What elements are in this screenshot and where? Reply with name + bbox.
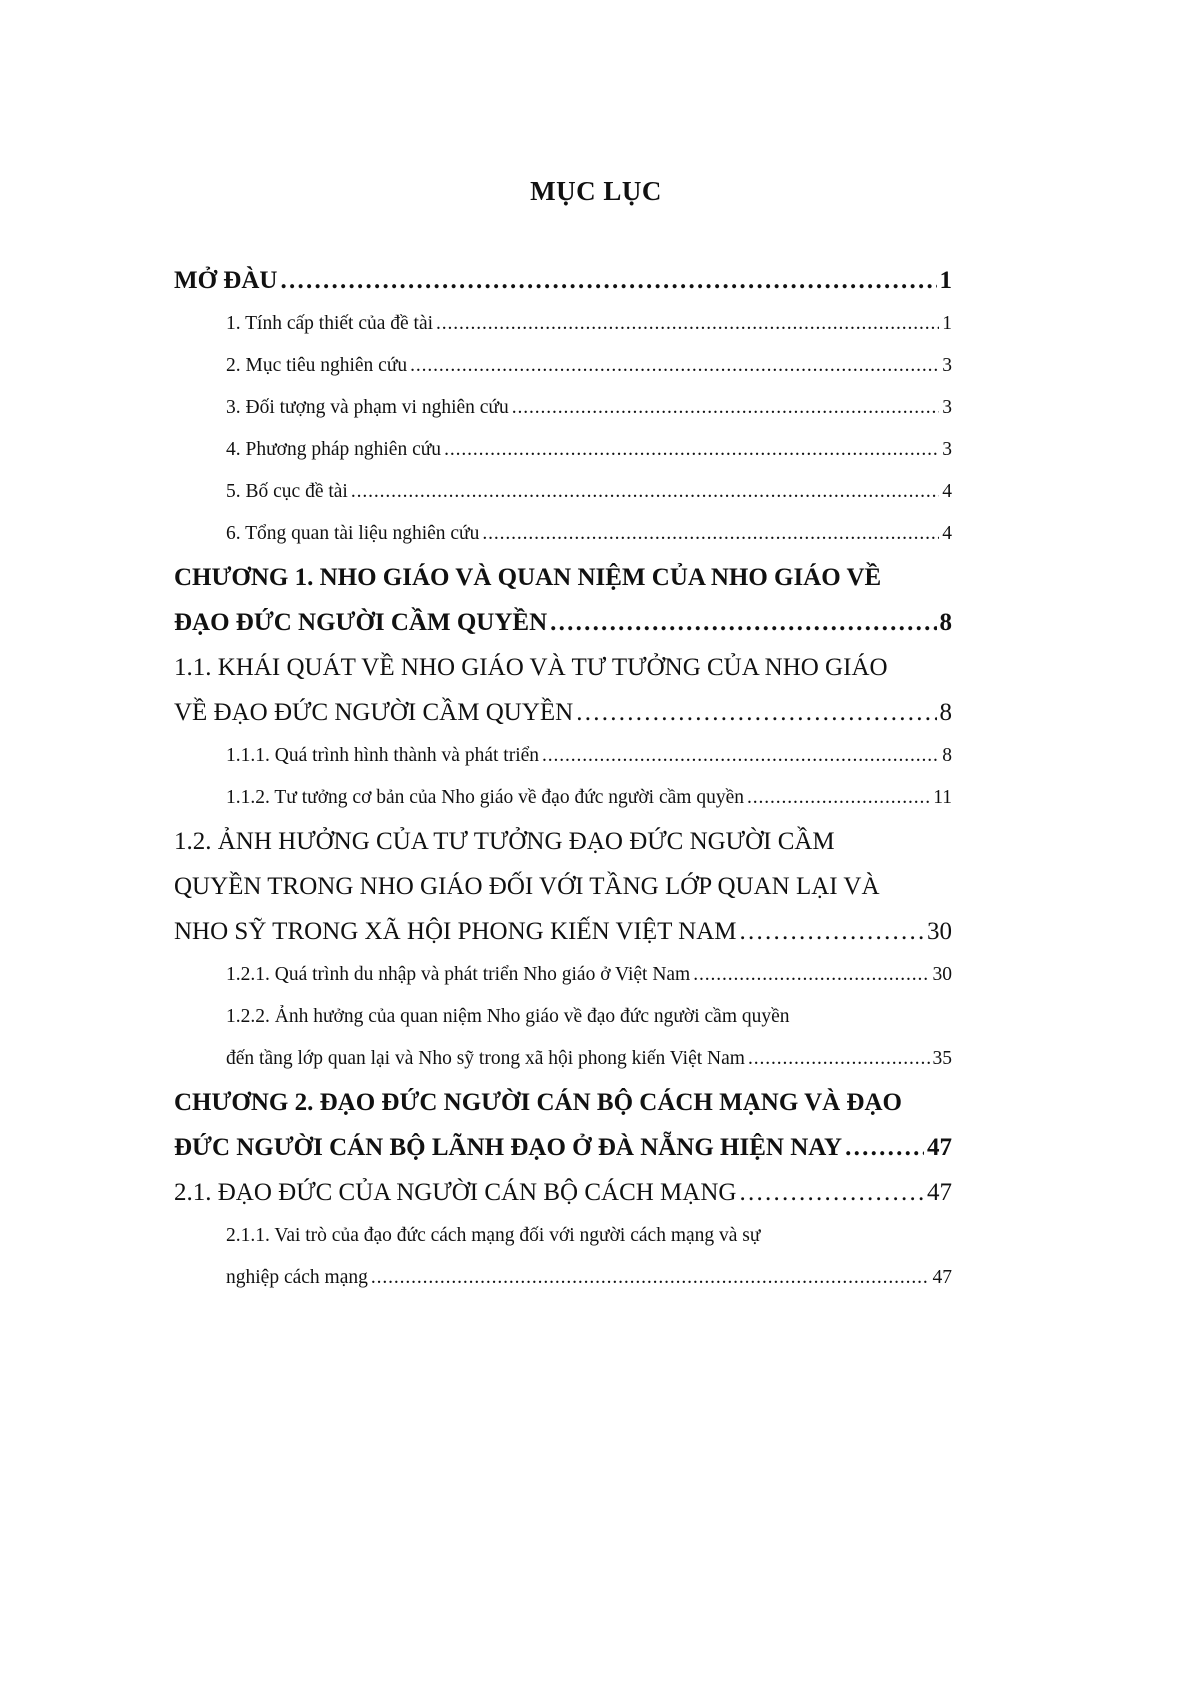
- toc-entry-intro-4[interactable]: [174, 429, 952, 471]
- toc-entry-intro-5[interactable]: [174, 471, 952, 513]
- dot-leader: [748, 1038, 930, 1080]
- toc-section-2-1[interactable]: [174, 1170, 952, 1215]
- toc-section-1-2-2-line-1[interactable]: 1.2.2. Ảnh hưởng của quan niệm Nho giáo về đạo đức người cầm quyền: [226, 1006, 790, 1027]
- toc-entry-intro-2[interactable]: [174, 345, 952, 387]
- toc-entry-label: đến tầng lớp quan lại và Nho sỹ trong xã hội phong kiến Việt Nam: [226, 1048, 745, 1069]
- toc-entry-label: VỀ ĐẠO ĐỨC NGƯỜI CẦM QUYỀN: [174, 699, 574, 726]
- toc-page-number: 3: [942, 355, 952, 376]
- dot-leader: [576, 690, 936, 735]
- toc-entry-label: 5. Bố cục đề tài: [226, 481, 348, 502]
- toc-entry-label: 6. Tổng quan tài liệu nghiên cứu: [226, 523, 480, 544]
- dot-leader: [436, 303, 939, 345]
- toc-page-number: 30: [927, 918, 952, 945]
- toc-entry-intro-6[interactable]: [174, 513, 952, 555]
- toc-entry-label: 1.2.1. Quá trình du nhập và phát triển Nho giáo ở Việt Nam: [226, 964, 691, 985]
- dot-leader: [371, 1257, 930, 1299]
- dot-leader: [747, 777, 930, 819]
- toc-page-number: 47: [927, 1134, 952, 1161]
- toc-page-number: 8: [939, 699, 952, 726]
- toc-page-number: 8: [939, 609, 952, 636]
- toc-entry-label: 1.1.1. Quá trình hình thành và phát triển: [226, 745, 540, 766]
- toc-entry-intro-1[interactable]: [174, 303, 952, 345]
- toc-section-1-1[interactable]: [174, 690, 952, 735]
- toc-page-number: 35: [932, 1048, 952, 1069]
- dot-leader: [542, 735, 939, 777]
- toc-page-number: 8: [942, 745, 952, 766]
- toc-entry-label: MỞ ĐÀU: [174, 267, 278, 294]
- toc-chapter-1-line-1[interactable]: CHƯƠNG 1. NHO GIÁO VÀ QUAN NIỆM CỦA NHO GIÁO VỀ: [174, 564, 882, 591]
- toc-page-number: 3: [942, 439, 952, 460]
- toc-section-1-2-line-2[interactable]: QUYỀN TRONG NHO GIÁO ĐỐI VỚI TẦNG LỚP QUAN LẠI VÀ: [174, 873, 880, 900]
- toc-entry-label: 1. Tính cấp thiết của đề tài: [226, 313, 434, 334]
- dot-leader: [739, 1170, 924, 1215]
- toc-section-1-2-line-1[interactable]: 1.2. ẢNH HƯỞNG CỦA TƯ TƯỞNG ĐẠO ĐỨC NGƯỜI CẦM: [174, 828, 835, 855]
- toc-section-1-1-1[interactable]: [174, 735, 952, 777]
- dot-leader: [512, 387, 940, 429]
- table-of-contents: [174, 258, 952, 1299]
- toc-entry-label: NHO SỸ TRONG XÃ HỘI PHONG KIẾN VIỆT NAM: [174, 918, 737, 945]
- toc-page-number: 47: [932, 1267, 952, 1288]
- toc-chapter-2-line-1[interactable]: CHƯƠNG 2. ĐẠO ĐỨC NGƯỜI CÁN BỘ CÁCH MẠNG VÀ ĐẠO: [174, 1089, 902, 1116]
- toc-page-number: 4: [942, 481, 952, 502]
- toc-section-1-1-line-1[interactable]: 1.1. KHÁI QUÁT VỀ NHO GIÁO VÀ TƯ TƯỞNG CỦA NHO GIÁO: [174, 654, 888, 681]
- toc-page-number: 1: [942, 313, 952, 334]
- toc-section-1-2-2[interactable]: [174, 1038, 952, 1080]
- dot-leader: [444, 429, 939, 471]
- toc-entry-label: 4. Phương pháp nghiên cứu: [226, 439, 442, 460]
- toc-entry-label: 1.1.2. Tư tưởng cơ bản của Nho giáo về đạo đức người cầm quyền: [226, 787, 744, 808]
- toc-entry-label: 2.1. ĐẠO ĐỨC CỦA NGƯỜI CÁN BỘ CÁCH MẠNG: [174, 1179, 737, 1206]
- toc-page-number: 3: [942, 397, 952, 418]
- toc-section-1-2-1[interactable]: [174, 954, 952, 996]
- page-title: MỤC LỤC: [530, 176, 662, 206]
- toc-entry-mo-dau[interactable]: [174, 258, 952, 303]
- dot-leader: [280, 258, 936, 303]
- toc-page-number: 30: [932, 964, 952, 985]
- toc-page-number: 1: [939, 267, 952, 294]
- toc-section-1-2[interactable]: [174, 909, 952, 954]
- toc-chapter-1[interactable]: [174, 600, 952, 645]
- toc-page-number: 47: [927, 1179, 952, 1206]
- toc-page-number: 11: [933, 787, 952, 808]
- dot-leader: [693, 954, 929, 996]
- toc-section-2-1-1[interactable]: [174, 1257, 952, 1299]
- dot-leader: [740, 909, 925, 954]
- dot-leader: [410, 345, 939, 387]
- toc-entry-intro-3[interactable]: [174, 387, 952, 429]
- dot-leader: [482, 513, 939, 555]
- toc-entry-label: ĐỨC NGƯỜI CÁN BỘ LÃNH ĐẠO Ở ĐÀ NẴNG HIỆN NAY: [174, 1134, 843, 1161]
- dot-leader: [845, 1125, 924, 1170]
- dot-leader: [550, 600, 936, 645]
- toc-entry-label: nghiệp cách mạng: [226, 1267, 368, 1288]
- dot-leader: [351, 471, 939, 513]
- toc-section-1-1-2[interactable]: [174, 777, 952, 819]
- toc-entry-label: ĐẠO ĐỨC NGƯỜI CẦM QUYỀN: [174, 609, 548, 636]
- toc-entry-label: 3. Đối tượng và phạm vi nghiên cứu: [226, 397, 509, 418]
- toc-chapter-2[interactable]: [174, 1125, 952, 1170]
- toc-page-number: 4: [942, 523, 952, 544]
- toc-entry-label: 2. Mục tiêu nghiên cứu: [226, 355, 408, 376]
- toc-section-2-1-1-line-1[interactable]: 2.1.1. Vai trò của đạo đức cách mạng đối với người cách mạng và sự: [226, 1225, 761, 1246]
